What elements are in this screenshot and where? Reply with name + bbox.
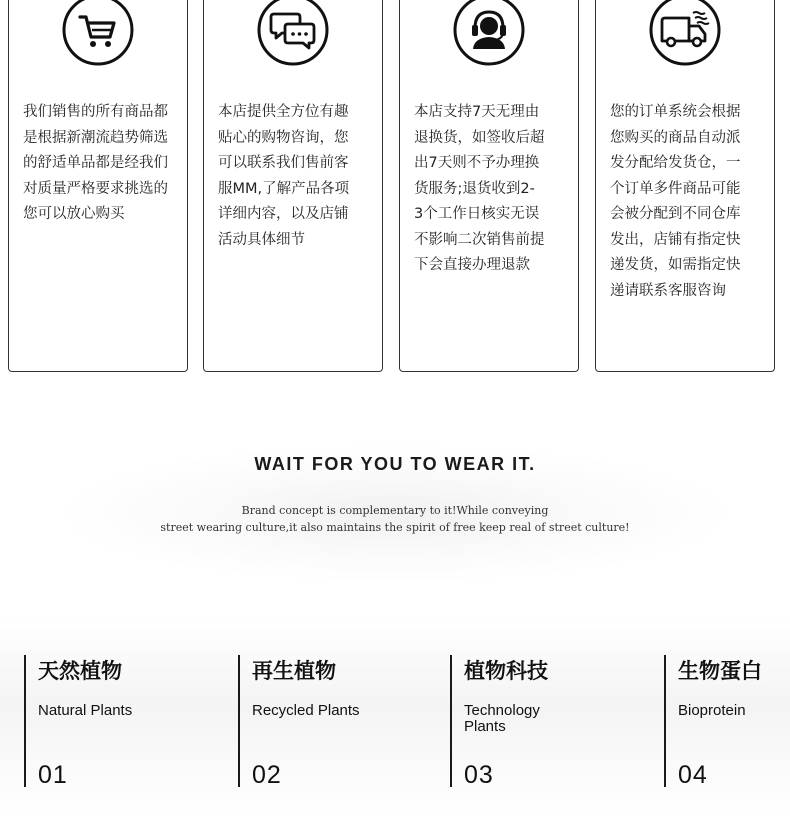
feature-number: 04: [678, 761, 708, 789]
feature-title-en: Technology Plants: [464, 702, 540, 735]
brand-slogan: [0, 420, 790, 590]
chat-bubbles-icon: [257, 0, 329, 66]
feature-number: 03: [464, 761, 494, 789]
feature-title-en: Bioprotein: [678, 702, 746, 719]
feature-list: [0, 615, 790, 819]
card-text: 我们销售的所有商品都 是根据新潮流趋势筛选 的舒适单品都是经我们 对质量严格要求挑选的 您可以放心购买: [23, 104, 168, 222]
feature-title-en: Natural Plants: [38, 702, 133, 719]
feature-title-cn: 植物科技: [464, 659, 548, 683]
card-text: 本店提供全方位有趣 贴心的购物咨询，您 可以联系我们售前客 服MM,了解产品各项 详细内容，以及店铺 活动具体细节: [218, 104, 350, 248]
card-quality: [8, 0, 188, 372]
shopping-cart-icon: [62, 0, 134, 66]
feature-title-cn: 生物蛋白: [678, 659, 762, 683]
card-returns: [399, 0, 579, 372]
feature-title-en: Recycled Plants: [252, 702, 360, 719]
feature-number: 02: [252, 761, 282, 789]
card-text: 您的订单系统会根据 您购买的商品自动派 发分配给发货仓，一 个订单多件商品可能 会被分配到不同仓库 发出，店铺有指定快 递发货，如需指定快 递请联系客服咨询: [610, 104, 741, 299]
feature-title-cn: 天然植物: [38, 659, 122, 683]
feature-technology-plants: [450, 655, 652, 787]
card-shipping: [595, 0, 775, 372]
feature-recycled-plants: [238, 655, 440, 787]
slogan-line-1: Brand concept is complementary to it!While conveying: [241, 504, 549, 517]
slogan-line-2: street wearing culture,it also maintains the spirit of free keep real of street culture!: [160, 521, 630, 534]
delivery-truck-icon: [649, 0, 721, 66]
customer-service-headset-icon: [453, 0, 525, 66]
feature-title-cn: 再生植物: [252, 659, 336, 683]
feature-natural-plants: [24, 655, 226, 787]
service-cards: [0, 0, 790, 380]
card-text: 本店支持7天无理由 退换货，如签收后超 出7天则不予办理换 货服务;退货收到2- 3个工作日核实无误 不影响二次销售前提 下会直接办理退款: [414, 104, 545, 273]
card-consultation: [203, 0, 383, 372]
feature-bioprotein: [664, 655, 786, 787]
feature-number: 01: [38, 761, 68, 789]
slogan-title: WAIT FOR YOU TO WEAR IT.: [254, 454, 536, 474]
